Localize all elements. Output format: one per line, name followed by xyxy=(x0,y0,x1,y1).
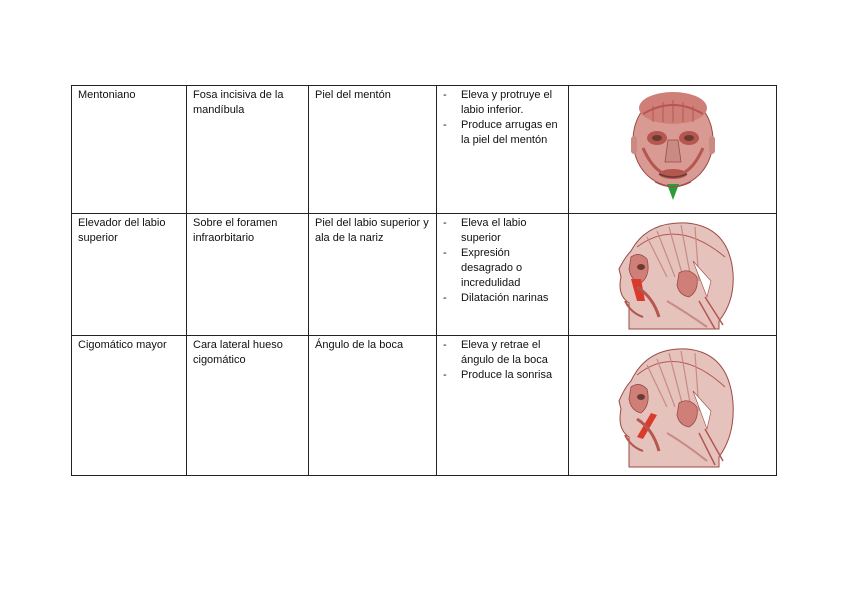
insertion-cell: Piel del mentón xyxy=(309,86,437,214)
actions-cell xyxy=(437,336,569,476)
list-item xyxy=(443,368,562,383)
insertion-cell: Piel del labio superior y ala de la nariz xyxy=(309,214,437,336)
origin-cell: Fosa incisiva de la mandíbula xyxy=(187,86,309,214)
origin-cell: Cara lateral hueso cigomático xyxy=(187,336,309,476)
image-cell xyxy=(569,336,777,476)
action-text: Expresión desagrado o incredulidad xyxy=(461,247,523,289)
head-side-muscles-illustration xyxy=(607,217,739,333)
bullet-dash: - xyxy=(443,119,447,131)
actions-list xyxy=(443,88,562,148)
list-item xyxy=(443,246,562,291)
list-item xyxy=(443,291,562,306)
bullet-dash: - xyxy=(443,339,447,351)
muscle-name-cell: Mentoniano xyxy=(72,86,187,214)
insertion-cell: Ángulo de la boca xyxy=(309,336,437,476)
bullet-dash: - xyxy=(443,292,447,304)
list-item xyxy=(443,88,562,118)
bullet-dash: - xyxy=(443,369,447,381)
action-text: Eleva y protruye el labio inferior. xyxy=(461,89,553,116)
face-front-muscles-illustration xyxy=(613,88,733,212)
image-cell xyxy=(569,214,777,336)
image-cell xyxy=(569,86,777,214)
table-row xyxy=(72,86,777,214)
origin-cell: Sobre el foramen infraorbitario xyxy=(187,214,309,336)
bullet-dash: - xyxy=(443,247,447,259)
head-side-muscles-illustration xyxy=(607,341,739,471)
list-item xyxy=(443,338,562,368)
list-item xyxy=(443,118,562,148)
table-row xyxy=(72,336,777,476)
table-row xyxy=(72,214,777,336)
action-text: Produce arrugas en la piel del mentón xyxy=(461,119,558,146)
action-text: Eleva el labio superior xyxy=(461,217,527,244)
muscle-name-cell: Elevador del labio superior xyxy=(72,214,187,336)
muscle-table xyxy=(71,85,777,476)
action-text: Dilatación narinas xyxy=(461,292,549,304)
muscle-name-cell: Cigomático mayor xyxy=(72,336,187,476)
actions-list xyxy=(443,338,562,383)
actions-cell xyxy=(437,86,569,214)
actions-cell xyxy=(437,214,569,336)
bullet-dash: - xyxy=(443,89,447,101)
bullet-dash: - xyxy=(443,217,447,229)
list-item xyxy=(443,216,562,246)
action-text: Eleva y retrae el ángulo de la boca xyxy=(461,339,548,366)
action-text: Produce la sonrisa xyxy=(461,369,553,381)
actions-list xyxy=(443,216,562,306)
